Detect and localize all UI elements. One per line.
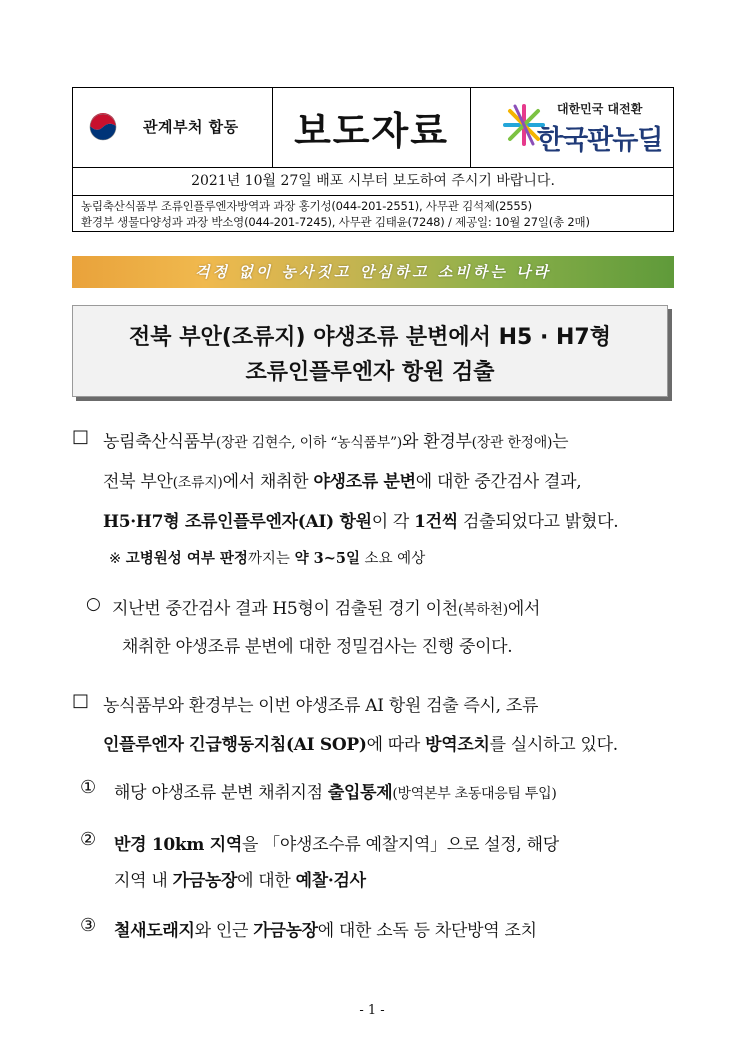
text-run: (장관 김현수, 이하 “농식품부”) [215, 435, 402, 451]
text-run: 야생조류 분변 [313, 472, 416, 492]
item-2-line-2 [114, 866, 366, 891]
text-run: 반경 10km 지역 [114, 835, 242, 855]
text-run: (복하천) [457, 602, 508, 618]
text-run: 지역 내 [114, 871, 173, 891]
text-run: 에 대한 중간검사 결과, [415, 472, 582, 492]
press-header [72, 87, 674, 232]
text-run: 예찰·검사 [295, 871, 366, 891]
text-run: H5·H7형 조류인플루엔자(AI) 항원 [103, 512, 372, 532]
text-run: 에 대한 [237, 871, 296, 891]
text-run: 소요 예상 [359, 551, 426, 567]
text-run: (조류지) [172, 475, 223, 491]
para2-line-1: 농식품부와 환경부는 이번 야생조류 AI 항원 검출 즉시, 조류 [103, 696, 539, 716]
reference-mark: ※ [109, 551, 122, 567]
text-run: (방역본부 초동대응팀 투입) [392, 786, 557, 802]
text-run: 고병원성 여부 판정 [125, 550, 248, 567]
note-line [109, 547, 425, 568]
slogan-text: 걱정 없이 농사짓고 안심하고 소비하는 나라 [195, 263, 551, 281]
sub1-line-1 [112, 594, 540, 619]
brand-tagline: 대한민국 대전환 [557, 102, 643, 116]
press-release-label: 보도자료 [294, 109, 449, 153]
text-run: 지난번 중간검사 결과 H5형이 검출된 경기 이천 [112, 599, 458, 619]
text-run: 출입통제 [327, 783, 393, 803]
page-number: - 1 - [359, 1003, 385, 1018]
text-run: 는 [552, 432, 569, 452]
text-run: 와 환경부 [401, 432, 472, 452]
dept-cell [73, 88, 273, 167]
dept-label: 관계부처 합동 [143, 118, 239, 136]
text-run: 에서 [507, 599, 541, 619]
text-run: 해당 야생조류 분변 채취지점 [114, 783, 328, 803]
text-run: 와 인근 [194, 921, 254, 941]
headline-line-1: 전북 부안(조류지) 야생조류 분변에서 H5 · H7형 [129, 325, 611, 350]
contact-line-2: 환경부 생물다양성과 과장 박소영(044-201-7245), 사무관 김태윤(7248) / 제공일: 10월 27일(총 2매) [81, 215, 590, 229]
text-run: 에서 채취한 [222, 472, 314, 492]
text-run: 를 실시하고 있다. [489, 735, 618, 755]
headline-line-2: 조류인플루엔자 항원 검출 [245, 360, 495, 385]
circle-bullet: ○ [86, 594, 101, 614]
text-run: 에 대한 소독 등 차단방역 조치 [317, 921, 537, 941]
text-run: (장관 한정애) [471, 435, 553, 451]
text-run: 이 각 [371, 512, 415, 532]
slogan-banner [72, 256, 674, 288]
text-run: 가금농장 [253, 921, 318, 941]
press-cell [273, 88, 471, 167]
item-2-line-1 [114, 830, 559, 855]
text-run: 철새도래지 [114, 921, 195, 941]
square-bullet: □ [72, 426, 90, 447]
para1-line-2 [103, 467, 581, 492]
sub1-line-2: 채취한 야생조류 분변에 대한 정밀검사는 진행 중이다. [122, 637, 513, 657]
item-1-line [114, 778, 556, 803]
text-run: 방역조치 [425, 735, 490, 755]
item-number-3: ③ [80, 915, 97, 936]
para1-line-3 [103, 507, 618, 532]
para1-line-1 [103, 427, 568, 452]
text-run: 검출되었다고 밝혔다. [457, 512, 619, 532]
square-bullet: □ [72, 690, 90, 711]
embargo-notice: 2021년 10월 27일 배포 시부터 보도하여 주시기 바랍니다. [73, 167, 673, 196]
item-3-line [114, 916, 537, 941]
brand-name: 한국판뉴딜 [537, 125, 663, 156]
para2-line-2 [103, 730, 618, 755]
header-top-row [73, 88, 673, 168]
text-run: 에 따라 [366, 735, 426, 755]
government-seal-icon [87, 111, 119, 143]
text-run: 전북 부안 [103, 472, 173, 492]
text-run: 농림축산식품부 [103, 432, 216, 452]
brand-cell [471, 88, 673, 167]
text-run: 1건씩 [414, 512, 458, 532]
text-run: 인플루엔자 긴급행동지침(AI SOP) [103, 735, 367, 755]
headline-box [72, 305, 668, 397]
contact-line-1: 농림축산식품부 조류인플루엔자방역과 과장 홍기성(044-201-2551), 사무관 김석제(2555) [81, 199, 532, 213]
text-run: 까지는 [247, 551, 295, 567]
item-number-2: ② [80, 829, 97, 850]
text-run: 가금농장 [172, 871, 238, 891]
text-run: 을 「야생조수류 예찰지역」으로 설정, 해당 [241, 835, 559, 855]
text-run: 약 3~5일 [294, 550, 360, 567]
item-number-1: ① [80, 777, 97, 798]
